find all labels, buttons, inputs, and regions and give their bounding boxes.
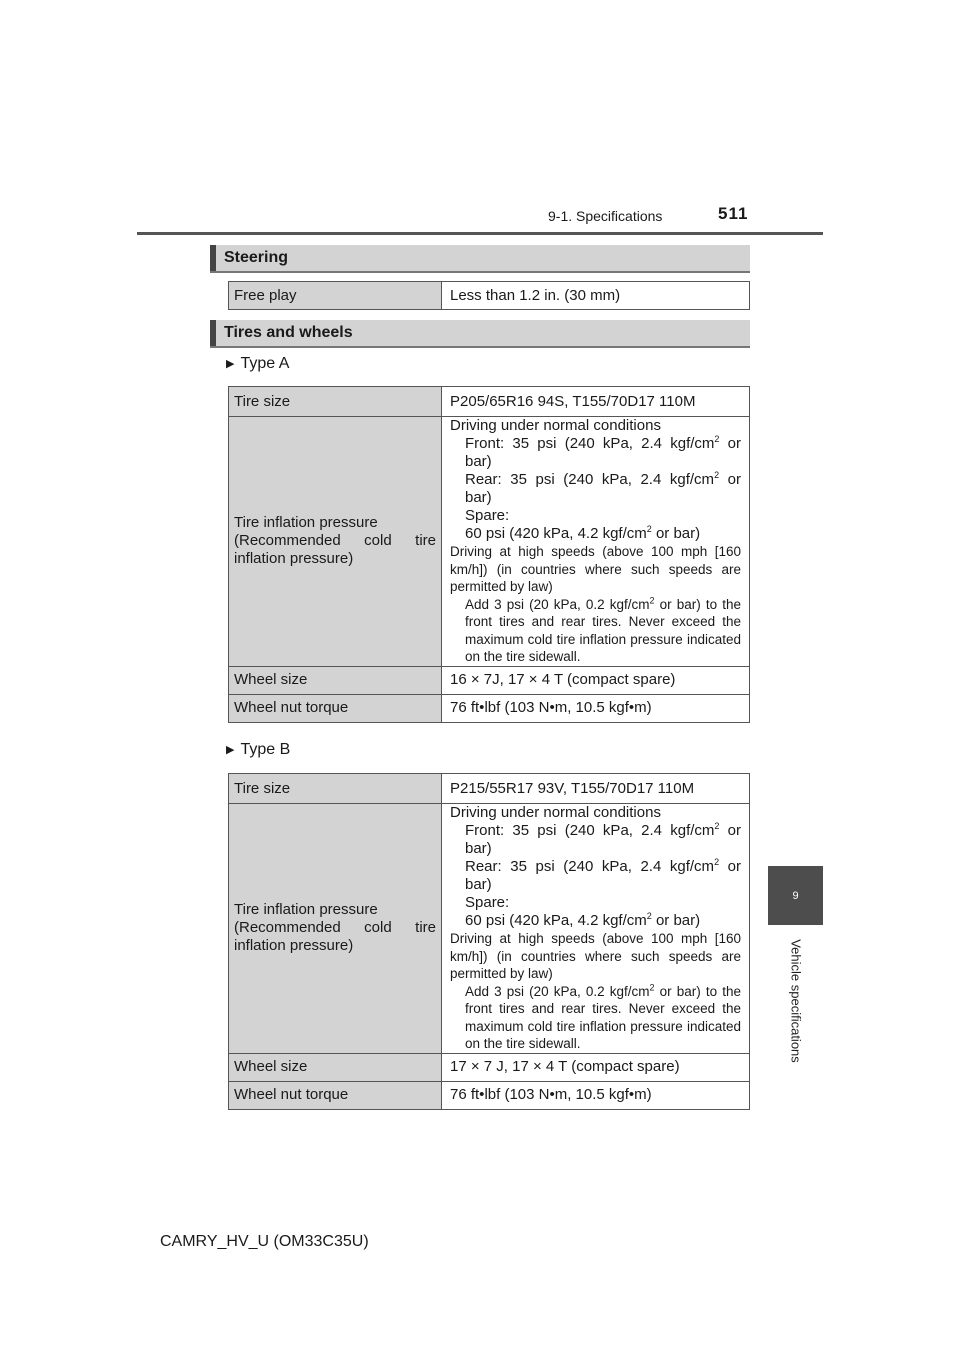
inflation-pressure-value: Driving under normal conditions Front: 35 psi (240 kPa, 2.4 kgf/$cm^2$ or bar) Rear: 35 psi (240 kPa, 2.4 kgf/$cm^2$ or bar) Spare: 60 psi (420 kPa, 4.2 kgf/$cm^2$ or bar) Driving at high speeds (above 100 mph [160 km/h]) (in countries where such speeds are permitted by law) Add 3 psi (20 kPa, 0.2 kgf/$cm^2$ or bar) to the front tires and rear tires. Never exceed the maximum cold tire inflation pressure indicated on the tire sidewall. (442, 417, 750, 667)
free-play-key: Free play (229, 282, 442, 310)
model-code: CAMRY_HV_U (OM33C35U) (160, 1233, 369, 1250)
table-row (229, 804, 750, 1054)
header-divider (137, 232, 823, 235)
page-number: 511 (718, 204, 749, 223)
wheel-nut-torque-value: 76 ft•lbf (103 N•m, 10.5 kgf•m) (442, 1081, 750, 1109)
chapter-tab (768, 866, 823, 925)
tires-heading (210, 320, 750, 348)
type-a-label (226, 355, 289, 373)
table-row (229, 694, 750, 722)
table-row (229, 282, 750, 310)
type-a-text: Type A (240, 355, 290, 372)
table-row (229, 417, 750, 667)
table-row (229, 387, 750, 417)
type-b-table (228, 773, 750, 1110)
inflation-pressure-key: Tire inflation pressure (Recommended cold tire inflation pressure) (229, 417, 442, 667)
type-b-text: Type B (240, 741, 291, 758)
triangle-bullet-icon: ▶ (226, 358, 235, 370)
wheel-nut-torque-key: Wheel nut torque (229, 1081, 442, 1109)
wheel-size-value: 16 × 7J, 17 × 4 T (compact spare) (442, 666, 750, 694)
wheel-nut-torque-key: Wheel nut torque (229, 694, 442, 722)
free-play-value: Less than 1.2 in. (30 mm) (442, 282, 750, 310)
tires-title: Tires and wheels (224, 324, 353, 341)
tire-size-key: Tire size (229, 387, 442, 417)
triangle-bullet-icon: ▶ (226, 744, 235, 756)
type-b-label (226, 741, 290, 759)
steering-heading (210, 245, 750, 273)
inflation-pressure-value: Driving under normal conditions Front: 35 psi (240 kPa, 2.4 kgf/$cm^2$ or bar) Rear: 35 psi (240 kPa, 2.4 kgf/$cm^2$ or bar) Spare: 60 psi (420 kPa, 4.2 kgf/$cm^2$ or bar) Driving at high speeds (above 100 mph [160 km/h]) (in countries where such speeds are permitted by law) Add 3 psi (20 kPa, 0.2 kgf/$cm^2$ or bar) to the front tires and rear tires. Never exceed the maximum cold tire inflation pressure indicated on the tire sidewall. (442, 804, 750, 1054)
table-row (229, 774, 750, 804)
table-row (229, 1053, 750, 1081)
section-title: 9-1. Specifications (548, 208, 663, 224)
type-a-table (228, 386, 750, 723)
wheel-size-key: Wheel size (229, 1053, 442, 1081)
wheel-size-key: Wheel size (229, 666, 442, 694)
chapter-label (768, 928, 823, 1073)
chapter-number: 9 (792, 889, 799, 902)
inflation-pressure-key: Tire inflation pressure (Recommended cold tire inflation pressure) (229, 804, 442, 1054)
table-row (229, 1081, 750, 1109)
tire-size-value: P215/55R17 93V, T155/70D17 110M (442, 774, 750, 804)
steering-title: Steering (224, 249, 289, 266)
wheel-nut-torque-value: 76 ft•lbf (103 N•m, 10.5 kgf•m) (442, 694, 750, 722)
chapter-label-text: Vehicle specifications (788, 938, 803, 1063)
wheel-size-value: 17 × 7 J, 17 × 4 T (compact spare) (442, 1053, 750, 1081)
steering-table (228, 281, 750, 310)
tire-size-value: P205/65R16 94S, T155/70D17 110M (442, 387, 750, 417)
table-row (229, 666, 750, 694)
tire-size-key: Tire size (229, 774, 442, 804)
